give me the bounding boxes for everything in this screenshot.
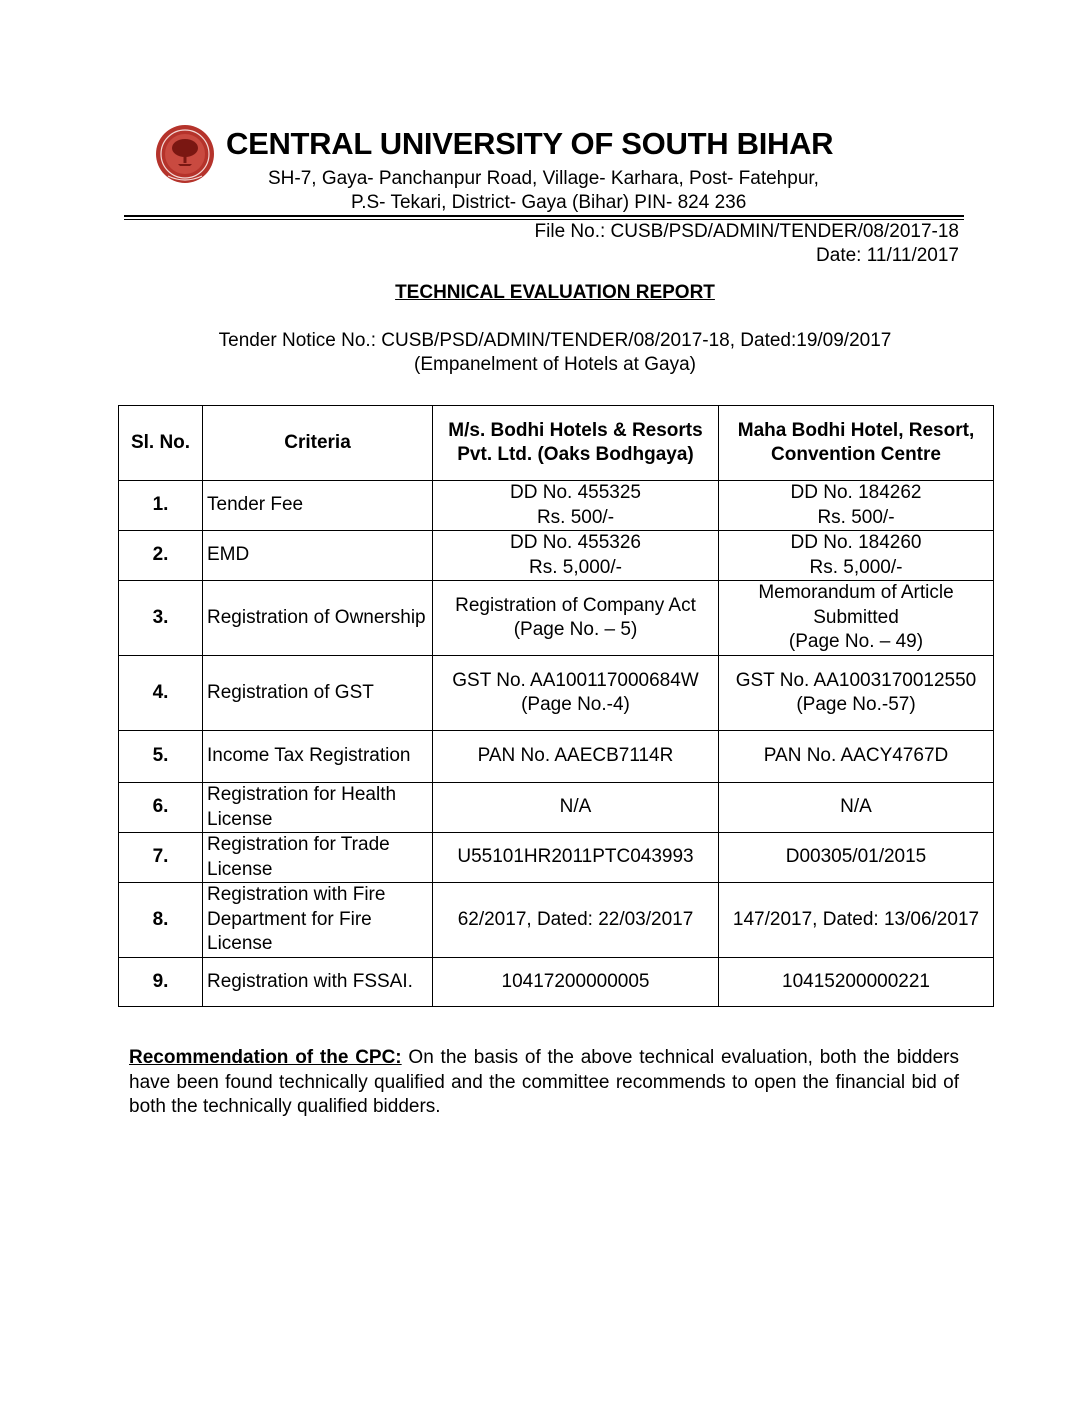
row-bidder-1-value xyxy=(433,958,719,1007)
row-criteria: Registration for Health License xyxy=(203,783,433,833)
row-sl-no: 5. xyxy=(119,731,203,783)
row-criteria: Registration for Trade License xyxy=(203,833,433,883)
row-sl-no: 7. xyxy=(119,833,203,883)
recommendation-text: On the basis of the above technical evaluation, both the bidders have been found technically qualified and the committee recommends to open the financial bid of both the technically qualified bidders. xyxy=(129,1047,959,1117)
row-criteria: Registration of Ownership xyxy=(203,581,433,656)
cell-line: Rs. 500/- xyxy=(817,506,895,528)
report-title: TECHNICAL EVALUATION REPORT xyxy=(395,282,715,303)
address-line-1: SH-7, Gaya- Panchanpur Road, Village- Karhara, Post- Fatehpur, xyxy=(268,168,819,189)
cell-line: DD No. 455326 xyxy=(510,532,641,553)
header-divider-thin xyxy=(124,219,964,220)
row-bidder-2-value xyxy=(719,481,994,531)
row-sl-no: 2. xyxy=(119,531,203,581)
cell-line: (Page No.-4) xyxy=(521,694,630,715)
table-row xyxy=(119,783,994,833)
row-criteria: Tender Fee xyxy=(203,481,433,531)
row-sl-no: 3. xyxy=(119,581,203,656)
row-bidder-2-value xyxy=(719,656,994,731)
file-number: File No.: CUSB/PSD/ADMIN/TENDER/08/2017-18 xyxy=(534,221,959,242)
table-row xyxy=(119,883,994,958)
row-bidder-2-value xyxy=(719,883,994,958)
table-row xyxy=(119,833,994,883)
tender-notice: Tender Notice No.: CUSB/PSD/ADMIN/TENDER/08/2017-18, Dated:19/09/2017 xyxy=(218,330,892,351)
cell-line: 62/2017, Dated: 22/03/2017 xyxy=(457,908,694,930)
tender-subject: (Empanelment of Hotels at Gaya) xyxy=(414,354,696,375)
row-bidder-1-value xyxy=(433,531,719,581)
header-sl-no: Sl. No. xyxy=(119,406,203,481)
table-row xyxy=(119,481,994,531)
cell-line: 10417200000005 xyxy=(501,970,650,992)
row-bidder-1-value xyxy=(433,883,719,958)
cell-line: PAN No. AACY4767D xyxy=(763,745,949,767)
cell-line: GST No. AA100117000684W xyxy=(452,669,699,691)
row-bidder-2-value xyxy=(719,581,994,656)
cell-line: (Page No. – 5) xyxy=(513,619,638,640)
table-row xyxy=(119,731,994,783)
row-bidder-1-value xyxy=(433,656,719,731)
row-bidder-1-value xyxy=(433,481,719,531)
row-sl-no: 6. xyxy=(119,783,203,833)
university-name: CENTRAL UNIVERSITY OF SOUTH BIHAR xyxy=(226,126,834,161)
row-bidder-2-value xyxy=(719,833,994,883)
header-bidder-1: M/s. Bodhi Hotels & Resorts Pvt. Ltd. (Oaks Bodhgaya) xyxy=(433,406,719,481)
row-criteria: Income Tax Registration xyxy=(203,731,433,783)
cell-line: Rs. 5,000/- xyxy=(529,556,622,578)
row-bidder-1-value xyxy=(433,783,719,833)
header-divider xyxy=(124,215,964,217)
cell-line: U55101HR2011PTC043993 xyxy=(457,846,694,868)
row-sl-no: 4. xyxy=(119,656,203,731)
cell-line: (Page No. – 49) xyxy=(788,631,924,653)
row-sl-no: 8. xyxy=(119,883,203,958)
row-sl-no: 1. xyxy=(119,481,203,531)
table-row xyxy=(119,581,994,656)
cell-line: Rs. 500/- xyxy=(536,506,615,528)
row-criteria: Registration with Fire Department for Fire License xyxy=(203,883,433,958)
row-criteria: EMD xyxy=(203,531,433,581)
row-criteria: Registration with FSSAI. xyxy=(203,958,433,1007)
cell-line: DD No. 184260 xyxy=(790,532,922,553)
row-sl-no: 9. xyxy=(119,958,203,1007)
cell-line: N/A xyxy=(559,796,592,818)
header-bidder-2: Maha Bodhi Hotel, Resort, Convention Centre xyxy=(719,406,994,481)
table-row xyxy=(119,531,994,581)
cell-line: Rs. 5,000/- xyxy=(809,556,903,578)
row-criteria: Registration of GST xyxy=(203,656,433,731)
recommendation-label: Recommendation of the CPC: xyxy=(129,1047,402,1068)
header-criteria: Criteria xyxy=(203,406,433,481)
table-header-row xyxy=(119,406,994,481)
cell-line: D00305/01/2015 xyxy=(785,846,927,868)
row-bidder-2-value xyxy=(719,783,994,833)
row-bidder-2-value xyxy=(719,958,994,1007)
table-row xyxy=(119,958,994,1007)
row-bidder-2-value xyxy=(719,731,994,783)
document-date: Date: 11/11/2017 xyxy=(816,245,959,266)
row-bidder-1-value xyxy=(433,833,719,883)
cell-line: DD No. 455325 xyxy=(510,482,641,503)
row-bidder-1-value xyxy=(433,581,719,656)
cell-line: Memorandum of Article Submitted xyxy=(758,582,954,628)
recommendation-paragraph xyxy=(129,1046,959,1120)
cell-line: 10415200000221 xyxy=(782,970,930,992)
cell-line: N/A xyxy=(840,796,872,818)
table-row xyxy=(119,656,994,731)
cell-line: (Page No.-57) xyxy=(796,694,916,715)
row-bidder-1-value xyxy=(433,731,719,783)
address-line-2: P.S- Tekari, District- Gaya (Bihar) PIN- 824 236 xyxy=(351,192,747,213)
cell-line: GST No. AA1003170012550 xyxy=(735,669,977,691)
cell-line: Registration of Company Act xyxy=(455,594,696,616)
cell-line: PAN No. AAECB7114R xyxy=(477,745,674,767)
cell-line: 147/2017, Dated: 13/06/2017 xyxy=(732,908,980,930)
evaluation-table xyxy=(118,405,994,1007)
row-bidder-2-value xyxy=(719,531,994,581)
cell-line: DD No. 184262 xyxy=(790,482,922,503)
